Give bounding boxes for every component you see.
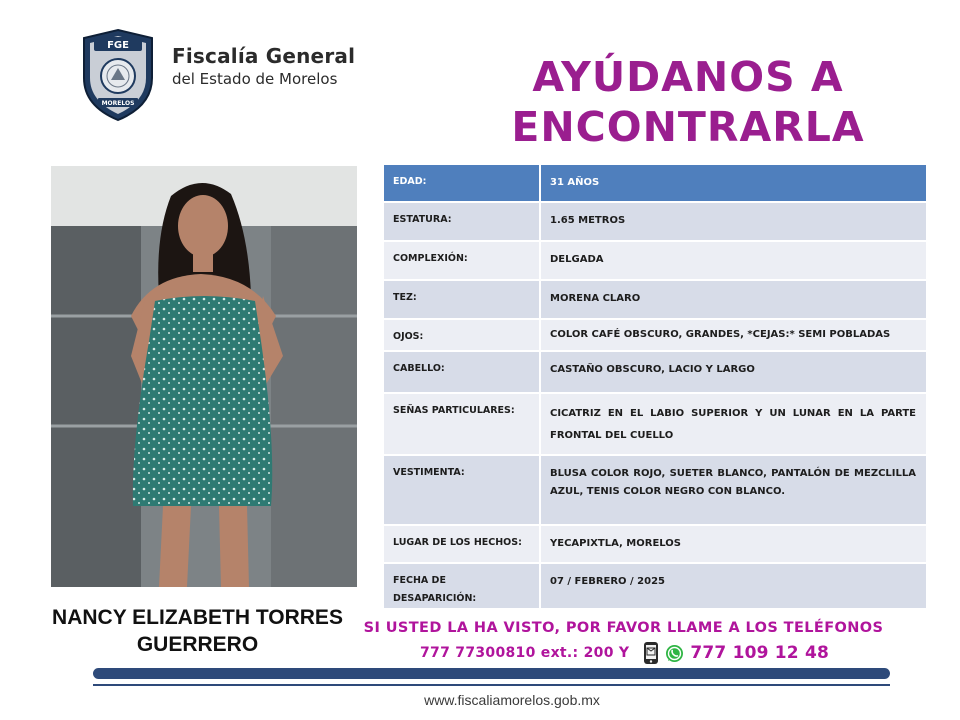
logo-badge-text: FGE — [107, 40, 129, 51]
details-label: COMPLEXIÓN: — [383, 241, 540, 280]
details-row-age — [383, 164, 927, 202]
details-row-eyes — [383, 319, 927, 351]
details-value: BLUSA COLOR ROJO, SUETER BLANCO, PANTALÓN DE MEZCLILLA AZUL, TENIS COLOR NEGRO CON BLANCO. — [540, 455, 927, 525]
details-row-location — [383, 525, 927, 563]
logo-bottom-text: MORELOS — [101, 100, 135, 107]
phone-number-primary: 777 77300810 ext.: 200 Y — [420, 645, 630, 661]
details-label: FECHA DE DESAPARICIÓN: — [383, 563, 540, 609]
details-value: 07 / FEBRERO / 2025 — [540, 563, 927, 609]
footer-divider-thin — [93, 684, 890, 686]
details-row-clothing — [383, 455, 927, 525]
details-row-disappearance-date — [383, 563, 927, 609]
details-label: CABELLO: — [383, 351, 540, 393]
org-name-line2: del Estado de Morelos — [172, 70, 338, 88]
details-value: 31 AÑOS — [540, 164, 927, 202]
headline-line1: AYÚDANOS A — [532, 53, 844, 101]
org-name-line1: Fiscalía General — [172, 44, 356, 68]
person-details-table — [382, 163, 928, 610]
details-row-distinguishing-marks — [383, 393, 927, 455]
details-label: TEZ: — [383, 280, 540, 319]
call-to-action-text: SI USTED LA HA VISTO, POR FAVOR LLAME A LOS TELÉFONOS — [363, 620, 884, 636]
details-value: CICATRIZ EN EL LABIO SUPERIOR Y UN LUNAR EN LA PARTE FRONTAL DEL CUELLO — [540, 393, 927, 455]
fge-shield-badge-icon — [80, 28, 156, 122]
website-link[interactable]: www.fiscaliamorelos.gob.mx — [424, 692, 600, 708]
details-row-complexion — [383, 280, 927, 319]
details-value: DELGADA — [540, 241, 927, 280]
details-label: LUGAR DE LOS HECHOS: — [383, 525, 540, 563]
whatsapp-icon — [665, 644, 684, 663]
details-label: VESTIMENTA: — [383, 455, 540, 525]
missing-person-photo — [51, 166, 357, 587]
organization-name — [172, 44, 355, 88]
details-value: MORENA CLARO — [540, 280, 927, 319]
contact-phones — [420, 641, 829, 665]
phone-number-whatsapp: 777 109 12 48 — [690, 643, 830, 663]
details-row-build — [383, 241, 927, 280]
details-value: YECAPIXTLA, MORELOS — [540, 525, 927, 563]
details-row-hair — [383, 351, 927, 393]
details-value: COLOR CAFÉ OBSCURO, GRANDES, *CEJAS:* SEMI POBLADAS — [540, 319, 927, 351]
footer-divider-thick — [93, 668, 890, 679]
person-name-line2: GUERRERO — [136, 633, 259, 656]
missing-person-name — [30, 604, 365, 658]
details-label: SEÑAS PARTICULARES: — [383, 393, 540, 455]
details-label: EDAD: — [383, 164, 540, 202]
details-value: CASTAÑO OBSCURO, LACIO Y LARGO — [540, 351, 927, 393]
headline-line2: ENCONTRARLA — [511, 103, 865, 151]
page-title — [478, 52, 898, 152]
details-label: OJOS: — [383, 319, 540, 351]
mobile-phone-icon — [643, 641, 659, 665]
details-row-height — [383, 202, 927, 241]
person-name-line1: NANCY ELIZABETH TORRES — [52, 606, 343, 629]
details-value: 1.65 METROS — [540, 202, 927, 241]
details-label: ESTATURA: — [383, 202, 540, 241]
